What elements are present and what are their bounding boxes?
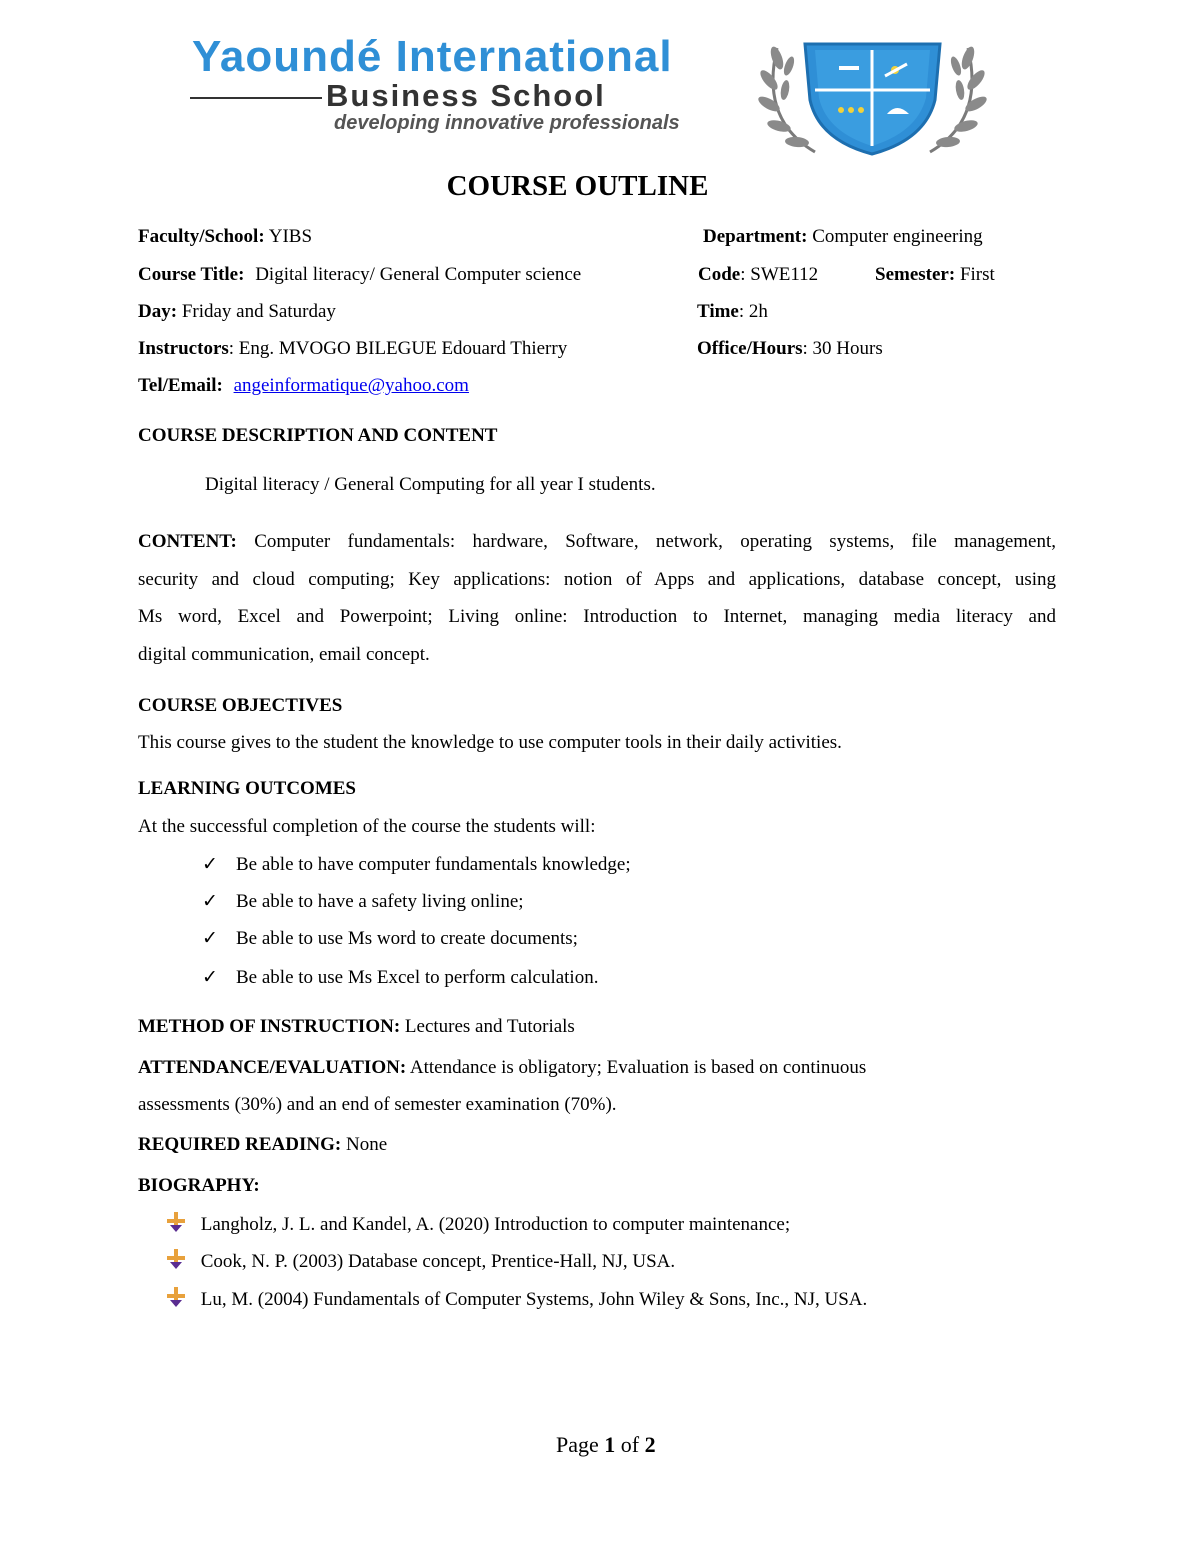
semester-line: [875, 264, 995, 286]
logo-rule: [190, 97, 322, 99]
content-line-3: Ms word, Excel and Powerpoint; Living online: Introduction to Internet, managing media literacy and: [138, 606, 1056, 627]
biography-item: [166, 1286, 867, 1311]
instructors-label: Instructors: [138, 338, 229, 359]
checkmark-icon: ✓: [202, 967, 218, 988]
department-label: Department:: [703, 226, 808, 247]
school-tagline: developing innovative professionals: [334, 112, 680, 134]
description-text: Digital literacy / General Computing for all year I students.: [205, 474, 656, 495]
biography-heading: BIOGRAPHY:: [138, 1175, 260, 1196]
biography-text: Lu, M. (2004) Fundamentals of Computer Systems, John Wiley & Sons, Inc., NJ, USA.: [200, 1289, 868, 1310]
reading-label: REQUIRED READING:: [138, 1134, 342, 1155]
faculty-label: Faculty/School:: [138, 226, 265, 247]
method-value: Lectures and Tutorials: [404, 1016, 575, 1037]
attendance-line-1: [138, 1057, 866, 1079]
school-name-line2: Business School: [326, 78, 606, 113]
content-line-2: security and cloud computing; Key applications: notion of Apps and applications, database concept, using: [138, 569, 1056, 590]
time-value: : 2h: [738, 301, 768, 322]
checkmark-icon: ✓: [202, 928, 218, 949]
method-label: METHOD OF INSTRUCTION:: [138, 1016, 401, 1037]
department-value: Computer engineering: [812, 226, 983, 247]
content-text-1: Computer fundamentals: hardware, Software, network, operating systems, file management,: [254, 531, 1056, 552]
content-line-1: [138, 531, 1056, 553]
objectives-heading: COURSE OBJECTIVES: [138, 695, 343, 716]
arrow-bullet-icon: [166, 1248, 188, 1270]
course-title-line: [138, 264, 581, 286]
description-heading: COURSE DESCRIPTION AND CONTENT: [138, 425, 498, 446]
attendance-text-1: Attendance is obligatory; Evaluation is based on continuous: [409, 1057, 867, 1078]
code-value: : SWE112: [740, 264, 819, 285]
outcome-item: [202, 853, 631, 876]
reading-value: None: [345, 1134, 388, 1155]
day-line: [138, 301, 336, 323]
biography-text: Langholz, J. L. and Kandel, A. (2020) Introduction to computer maintenance;: [200, 1214, 791, 1235]
attendance-label: ATTENDANCE/EVALUATION:: [138, 1057, 407, 1078]
biography-item: [166, 1211, 790, 1236]
instructors-value: : Eng. MVOGO BILEGUE Edouard Thierry: [228, 338, 568, 359]
email-link[interactable]: angeinformatique@yahoo.com: [233, 375, 469, 396]
page-number: [556, 1432, 656, 1458]
biography-item: [166, 1248, 675, 1273]
office-hours-line: [697, 338, 883, 360]
outcome-text: Be able to use Ms word to create documents;: [236, 928, 578, 949]
office-hours-value: : 30 Hours: [802, 338, 883, 359]
faculty-line: [138, 226, 312, 248]
outcome-item: [202, 890, 524, 913]
outcomes-intro: At the successful completion of the course the students will:: [138, 816, 596, 837]
code-line: [698, 264, 818, 286]
semester-label: Semester:: [875, 264, 956, 285]
outcome-text: Be able to have a safety living online;: [236, 891, 524, 912]
page-word: Page: [556, 1432, 599, 1457]
office-hours-label: Office/Hours: [697, 338, 803, 359]
attendance-line-2: assessments (30%) and an end of semester examination (70%).: [138, 1094, 617, 1115]
day-label: Day:: [138, 301, 178, 322]
outcome-item: [202, 927, 578, 950]
arrow-bullet-icon: [166, 1211, 188, 1233]
day-value: Friday and Saturday: [181, 301, 336, 322]
contact-line: [138, 375, 469, 397]
time-label: Time: [697, 301, 739, 322]
instructors-line: [138, 338, 567, 360]
content-line-4: digital communication, email concept.: [138, 644, 430, 665]
total-pages: 2: [644, 1432, 656, 1457]
course-title-value: Digital literacy/ General Computer science: [255, 264, 582, 285]
checkmark-icon: ✓: [202, 854, 218, 875]
method-line: [138, 1016, 575, 1038]
faculty-value: YIBS: [268, 226, 313, 247]
content-label: CONTENT:: [138, 531, 237, 552]
school-name-line1: Yaoundé International: [192, 32, 673, 81]
document-title: COURSE OUTLINE: [446, 170, 709, 202]
arrow-bullet-icon: [166, 1286, 188, 1308]
biography-text: Cook, N. P. (2003) Database concept, Prentice-Hall, NJ, USA.: [200, 1251, 676, 1272]
objectives-text: This course gives to the student the knowledge to use computer tools in their daily activities.: [138, 732, 842, 753]
outcome-item: [202, 966, 598, 989]
department-line: [703, 226, 983, 248]
outcome-text: Be able to have computer fundamentals knowledge;: [236, 854, 631, 875]
semester-value: First: [959, 264, 995, 285]
current-page: 1: [604, 1432, 616, 1457]
outcomes-heading: LEARNING OUTCOMES: [138, 778, 356, 799]
code-label: Code: [698, 264, 741, 285]
time-line: [697, 301, 768, 323]
outcome-text: Be able to use Ms Excel to perform calculation.: [236, 967, 599, 988]
reading-line: [138, 1134, 387, 1156]
course-title-label: Course Title:: [138, 264, 245, 285]
school-crest-icon: [755, 30, 990, 160]
tel-email-label: Tel/Email:: [138, 375, 223, 396]
of-word: of: [620, 1432, 640, 1457]
checkmark-icon: ✓: [202, 891, 218, 912]
